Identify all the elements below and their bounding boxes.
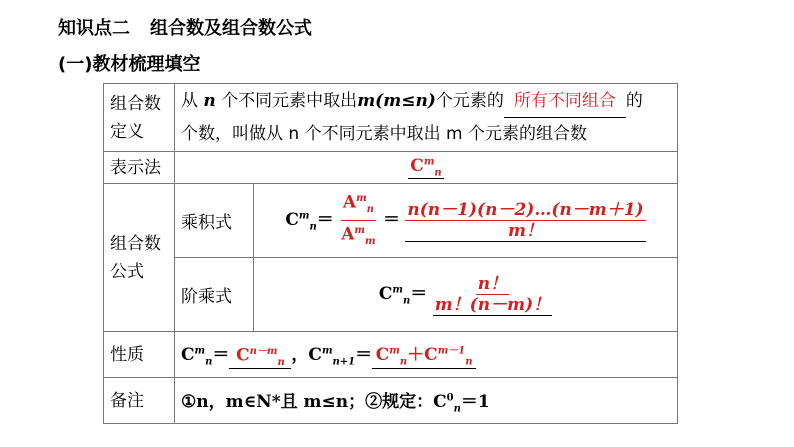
remark-row [104,378,678,424]
property-answer-1: $C^{n-m}_n$ [229,342,291,369]
factorial-row [104,258,678,332]
knowledge-table [103,83,678,424]
heading-part2: 组合数及组合数公式 [150,18,312,39]
notation-answer: $C^m_n$ [408,156,444,179]
heading-part1: 知识点二 [58,18,130,39]
section-heading [58,14,312,40]
product-fraction: $\frac{n(n-1)(n-2)\dots(n-m+1)}{m!}$ [407,199,644,241]
notation-cell [175,152,678,184]
product-label: 乘积式 [175,184,254,258]
definition-cell: 从 n 个不同元素中取出m(m≤n)个元素的 所有不同组合 的 个数，叫做从 n 个不同元素中取出 m 个元素的组合数 [175,84,678,152]
notation-label: 表示法 [104,152,175,184]
factorial-label: 阶乘式 [175,258,254,332]
property-row [104,332,678,378]
property-label: 性质 [104,332,175,378]
formula-label: 组合数公式 [104,184,175,332]
factorial-fraction: $\frac{n!}{m!(n-m)!}$ [434,273,551,315]
remark-cell: ①n，m∈N*且 m≤n；②规定：$C^0_n=1$ [175,378,678,424]
definition-line2: 个数，叫做从 n 个不同元素中取出 m 个元素的组合数 [181,124,587,144]
property-answer-2: $C^m_n+C^{m-1}_n$ [372,340,476,368]
definition-answer: 所有不同组合 [504,85,626,118]
product-formula: $C^m_n=$ $\frac{A^m_n}{A^m_m}$ ＝ $\frac{n(n-1)(n-2)\dots(n-m+1)}{m!}$ [254,184,678,258]
factorial-formula: $C^m_n=$ $\frac{n!}{m!(n-m)!}$ [254,258,678,332]
property-formula: $C^m_n= C^{n-m}_n$ ，$C^m_{n+1}= C^m_n+C^{m-1}_n$ [175,332,678,378]
subheading: (一)教材梳理填空 [58,54,201,75]
product-row [104,184,678,258]
definition-row [104,84,678,152]
notation-row [104,152,678,184]
definition-label: 组合数定义 [104,84,175,152]
remark-label: 备注 [104,378,175,424]
product-ratio: $\frac{A^m_n}{A^m_m}$ [339,189,377,252]
